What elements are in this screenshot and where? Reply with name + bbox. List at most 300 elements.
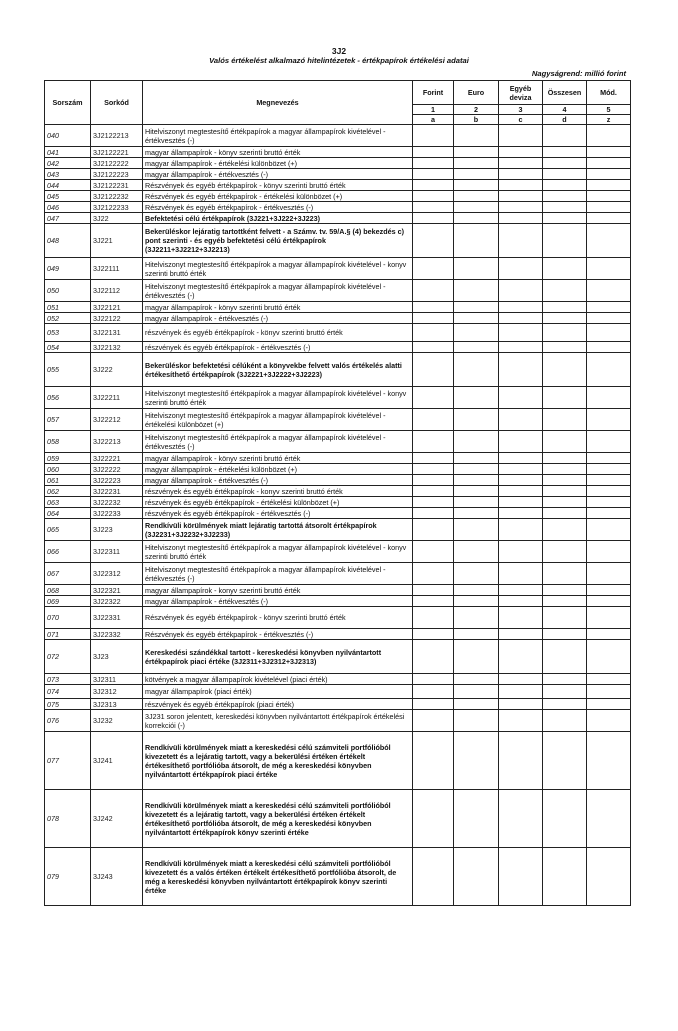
value-cell[interactable] xyxy=(454,387,499,409)
value-cell[interactable] xyxy=(543,699,587,710)
value-cell[interactable] xyxy=(543,191,587,202)
value-cell[interactable] xyxy=(543,541,587,563)
value-cell[interactable] xyxy=(454,409,499,431)
row-code: 3J22233 xyxy=(91,508,143,519)
value-cell[interactable] xyxy=(543,629,587,640)
value-cell[interactable] xyxy=(413,387,454,409)
table-row xyxy=(45,640,631,674)
value-cell[interactable] xyxy=(587,125,631,147)
table-row xyxy=(45,224,631,258)
value-cell[interactable] xyxy=(413,409,454,431)
value-cell[interactable] xyxy=(454,585,499,596)
row-name: 3J231 soron jelentett, kereskedési könyvben nyilvántartott értékpapírok értékelési korrekciói (-) xyxy=(143,710,413,732)
value-cell[interactable] xyxy=(587,848,631,906)
value-cell[interactable] xyxy=(413,674,454,685)
value-cell[interactable] xyxy=(413,640,454,674)
value-cell[interactable] xyxy=(454,431,499,453)
value-cell[interactable] xyxy=(454,169,499,180)
row-number: 040 xyxy=(45,125,91,147)
row-code: 3J22211 xyxy=(91,387,143,409)
value-cell[interactable] xyxy=(587,191,631,202)
value-cell[interactable] xyxy=(587,158,631,169)
value-cell[interactable] xyxy=(413,699,454,710)
value-cell[interactable] xyxy=(499,125,543,147)
row-code: 3J22311 xyxy=(91,541,143,563)
row-number: 072 xyxy=(45,640,91,674)
row-name: magyar állampapírok - értékvesztés (-) xyxy=(143,313,413,324)
value-cell[interactable] xyxy=(499,158,543,169)
value-cell[interactable] xyxy=(587,464,631,475)
value-cell[interactable] xyxy=(454,848,499,906)
row-code: 3J241 xyxy=(91,732,143,790)
value-cell[interactable] xyxy=(543,202,587,213)
value-cell[interactable] xyxy=(454,607,499,629)
row-name: magyar állampapírok - értékvesztés (-) xyxy=(143,169,413,180)
value-cell[interactable] xyxy=(454,464,499,475)
value-cell[interactable] xyxy=(413,280,454,302)
row-code: 3J2313 xyxy=(91,699,143,710)
table-row xyxy=(45,585,631,596)
col-letter: z xyxy=(587,115,631,125)
value-cell[interactable] xyxy=(454,158,499,169)
row-number: 073 xyxy=(45,674,91,685)
value-cell[interactable] xyxy=(413,147,454,158)
value-cell[interactable] xyxy=(543,258,587,280)
value-cell[interactable] xyxy=(543,486,587,497)
value-cell[interactable] xyxy=(499,169,543,180)
value-cell[interactable] xyxy=(587,453,631,464)
row-code: 3J22131 xyxy=(91,324,143,342)
value-cell[interactable] xyxy=(543,302,587,313)
value-cell[interactable] xyxy=(543,147,587,158)
col-header-sorkod: Sorkód xyxy=(91,81,143,125)
row-number: 048 xyxy=(45,224,91,258)
row-number: 054 xyxy=(45,342,91,353)
value-cell[interactable] xyxy=(499,519,543,541)
value-cell[interactable] xyxy=(543,158,587,169)
value-cell[interactable] xyxy=(413,258,454,280)
value-cell[interactable] xyxy=(499,180,543,191)
value-cell[interactable] xyxy=(499,790,543,848)
value-cell[interactable] xyxy=(413,313,454,324)
value-cell[interactable] xyxy=(413,519,454,541)
value-cell[interactable] xyxy=(454,475,499,486)
value-cell[interactable] xyxy=(499,685,543,699)
value-cell[interactable] xyxy=(413,541,454,563)
table-body xyxy=(45,125,631,906)
value-cell[interactable] xyxy=(543,280,587,302)
value-cell[interactable] xyxy=(499,486,543,497)
value-cell[interactable] xyxy=(499,640,543,674)
row-number: 047 xyxy=(45,213,91,224)
row-code: 3J243 xyxy=(91,848,143,906)
value-cell[interactable] xyxy=(499,202,543,213)
value-cell[interactable] xyxy=(543,596,587,607)
value-cell[interactable] xyxy=(587,431,631,453)
value-cell[interactable] xyxy=(499,497,543,508)
row-number: 065 xyxy=(45,519,91,541)
row-number: 071 xyxy=(45,629,91,640)
col-letter: a xyxy=(413,115,454,125)
value-cell[interactable] xyxy=(543,848,587,906)
row-name: Részvények és egyéb értékpapírok - értékvesztés (-) xyxy=(143,202,413,213)
row-number: 077 xyxy=(45,732,91,790)
value-cell[interactable] xyxy=(587,674,631,685)
col-header-megnevezes: Megnevezés xyxy=(143,81,413,125)
value-cell[interactable] xyxy=(499,541,543,563)
row-name: részvények és egyéb értékpapírok - értékvesztés (-) xyxy=(143,508,413,519)
row-number: 061 xyxy=(45,475,91,486)
row-name: Hitelviszonyt megtestesítő értékpapírok a magyar állampapírok kivételével - értékelési különbözet (+) xyxy=(143,409,413,431)
value-cell[interactable] xyxy=(454,324,499,342)
value-cell[interactable] xyxy=(454,202,499,213)
value-cell[interactable] xyxy=(499,353,543,387)
value-cell[interactable] xyxy=(499,699,543,710)
col-header-euro: Euro xyxy=(454,81,499,105)
value-cell[interactable] xyxy=(587,147,631,158)
value-cell[interactable] xyxy=(454,147,499,158)
row-name: magyar állampapírok (piaci érték) xyxy=(143,685,413,699)
value-cell[interactable] xyxy=(499,224,543,258)
value-cell[interactable] xyxy=(587,585,631,596)
table-row xyxy=(45,464,631,475)
value-cell[interactable] xyxy=(587,519,631,541)
value-cell[interactable] xyxy=(587,280,631,302)
value-cell[interactable] xyxy=(413,353,454,387)
value-cell[interactable] xyxy=(543,453,587,464)
value-cell[interactable] xyxy=(543,353,587,387)
table-row xyxy=(45,191,631,202)
value-cell[interactable] xyxy=(543,710,587,732)
value-cell[interactable] xyxy=(543,169,587,180)
table-row xyxy=(45,125,631,147)
row-number: 046 xyxy=(45,202,91,213)
table-row xyxy=(45,596,631,607)
value-cell[interactable] xyxy=(543,519,587,541)
row-name: Hitelviszonyt megtestesítő értékpapírok a magyar állampapírok kivételével - értékvesztés (-) xyxy=(143,125,413,147)
value-cell[interactable] xyxy=(413,508,454,519)
value-cell[interactable] xyxy=(499,464,543,475)
value-cell[interactable] xyxy=(413,213,454,224)
table-row xyxy=(45,409,631,431)
table-row xyxy=(45,732,631,790)
row-code: 3J22122 xyxy=(91,313,143,324)
value-cell[interactable] xyxy=(499,342,543,353)
value-cell[interactable] xyxy=(454,563,499,585)
value-cell[interactable] xyxy=(413,596,454,607)
value-cell[interactable] xyxy=(454,224,499,258)
value-cell[interactable] xyxy=(413,324,454,342)
value-cell[interactable] xyxy=(413,158,454,169)
value-cell[interactable] xyxy=(454,313,499,324)
value-cell[interactable] xyxy=(587,541,631,563)
value-cell[interactable] xyxy=(454,302,499,313)
value-cell[interactable] xyxy=(587,387,631,409)
value-cell[interactable] xyxy=(499,674,543,685)
value-cell[interactable] xyxy=(413,629,454,640)
value-cell[interactable] xyxy=(587,169,631,180)
row-code: 3J22321 xyxy=(91,585,143,596)
value-cell[interactable] xyxy=(413,710,454,732)
value-cell[interactable] xyxy=(587,486,631,497)
value-cell[interactable] xyxy=(499,213,543,224)
value-cell[interactable] xyxy=(543,607,587,629)
table-row xyxy=(45,353,631,387)
row-number: 060 xyxy=(45,464,91,475)
value-cell[interactable] xyxy=(454,699,499,710)
row-number: 069 xyxy=(45,596,91,607)
value-cell[interactable] xyxy=(413,191,454,202)
row-number: 044 xyxy=(45,180,91,191)
row-name: magyar állampapírok - konyv szerinti bruttó érték xyxy=(143,585,413,596)
col-number: 3 xyxy=(499,105,543,115)
row-number: 043 xyxy=(45,169,91,180)
value-cell[interactable] xyxy=(413,180,454,191)
row-code: 3J2122232 xyxy=(91,191,143,202)
row-number: 079 xyxy=(45,848,91,906)
value-cell[interactable] xyxy=(587,640,631,674)
row-number: 074 xyxy=(45,685,91,699)
value-cell[interactable] xyxy=(499,629,543,640)
value-cell[interactable] xyxy=(413,431,454,453)
value-cell[interactable] xyxy=(587,224,631,258)
value-cell[interactable] xyxy=(499,191,543,202)
value-cell[interactable] xyxy=(454,191,499,202)
value-cell[interactable] xyxy=(499,607,543,629)
row-code: 3J223 xyxy=(91,519,143,541)
value-cell[interactable] xyxy=(587,699,631,710)
value-cell[interactable] xyxy=(587,497,631,508)
row-code: 3J2122231 xyxy=(91,180,143,191)
value-cell[interactable] xyxy=(499,409,543,431)
value-cell[interactable] xyxy=(499,313,543,324)
row-code: 3J22232 xyxy=(91,497,143,508)
row-name: Befektetési célú értékpapírok (3J221+3J222+3J223) xyxy=(143,213,413,224)
value-cell[interactable] xyxy=(587,180,631,191)
table-row xyxy=(45,508,631,519)
row-code: 3J242 xyxy=(91,790,143,848)
value-cell[interactable] xyxy=(454,732,499,790)
table-row xyxy=(45,497,631,508)
value-cell[interactable] xyxy=(587,710,631,732)
value-cell[interactable] xyxy=(543,324,587,342)
value-cell[interactable] xyxy=(587,202,631,213)
report-table xyxy=(44,80,631,906)
value-cell[interactable] xyxy=(543,409,587,431)
value-cell[interactable] xyxy=(454,629,499,640)
row-code: 3J2312 xyxy=(91,685,143,699)
table-row xyxy=(45,710,631,732)
value-cell[interactable] xyxy=(587,302,631,313)
value-cell[interactable] xyxy=(499,596,543,607)
value-cell[interactable] xyxy=(413,848,454,906)
value-cell[interactable] xyxy=(413,464,454,475)
value-cell[interactable] xyxy=(454,508,499,519)
table-row xyxy=(45,486,631,497)
row-code: 3J22221 xyxy=(91,453,143,464)
row-name: Rendkívüli körülmények miatt lejáratig tartottá átsorolt értékpapírok (3J2231+3J2232+3J2233) xyxy=(143,519,413,541)
value-cell[interactable] xyxy=(454,280,499,302)
row-name: magyar állampapírok - értékelési különbözet (+) xyxy=(143,464,413,475)
row-code: 3J2122221 xyxy=(91,147,143,158)
value-cell[interactable] xyxy=(587,475,631,486)
row-code: 3J2122233 xyxy=(91,202,143,213)
row-code: 3J22332 xyxy=(91,629,143,640)
table-row xyxy=(45,685,631,699)
value-cell[interactable] xyxy=(499,258,543,280)
col-header-mod: Mód. xyxy=(587,81,631,105)
value-cell[interactable] xyxy=(454,519,499,541)
value-cell[interactable] xyxy=(587,324,631,342)
row-number: 063 xyxy=(45,497,91,508)
value-cell[interactable] xyxy=(413,302,454,313)
row-name: Rendkívüli körülmények miatt a kereskedési célú számviteli portfólióból kivezetett és a valós értéken értékelt értékesíthető portfólióba átsorolt, de még a kereskedési könyvben nyilvántartott értékpapírok könyv szerinti értéke xyxy=(143,848,413,906)
row-number: 049 xyxy=(45,258,91,280)
value-cell[interactable] xyxy=(587,629,631,640)
value-cell[interactable] xyxy=(587,508,631,519)
value-cell[interactable] xyxy=(499,453,543,464)
value-cell[interactable] xyxy=(543,674,587,685)
value-cell[interactable] xyxy=(454,790,499,848)
value-cell[interactable] xyxy=(587,596,631,607)
row-name: Rendkívüli körülmények miatt a kereskedési célú számviteli portfólióból kivezetett és a lejáratig tartott, vagy a bekerülési értéken értékelt értékesíthető portfólióba átsorolt, de még a kereskedési könyvben nyilvántartott értékpapírok könyv szerinti értéke xyxy=(143,790,413,848)
value-cell[interactable] xyxy=(413,486,454,497)
value-cell[interactable] xyxy=(543,563,587,585)
value-cell[interactable] xyxy=(413,585,454,596)
value-cell[interactable] xyxy=(413,342,454,353)
value-cell[interactable] xyxy=(454,180,499,191)
value-cell[interactable] xyxy=(413,202,454,213)
value-cell[interactable] xyxy=(543,497,587,508)
table-row xyxy=(45,324,631,342)
value-cell[interactable] xyxy=(543,475,587,486)
value-cell[interactable] xyxy=(454,674,499,685)
value-cell[interactable] xyxy=(499,732,543,790)
value-cell[interactable] xyxy=(454,685,499,699)
value-cell[interactable] xyxy=(587,685,631,699)
table-row xyxy=(45,607,631,629)
value-cell[interactable] xyxy=(454,497,499,508)
value-cell[interactable] xyxy=(454,640,499,674)
value-cell[interactable] xyxy=(413,790,454,848)
value-cell[interactable] xyxy=(543,585,587,596)
value-cell[interactable] xyxy=(499,302,543,313)
table-row xyxy=(45,280,631,302)
value-cell[interactable] xyxy=(587,213,631,224)
row-code: 3J22322 xyxy=(91,596,143,607)
value-cell[interactable] xyxy=(587,342,631,353)
value-cell[interactable] xyxy=(499,324,543,342)
value-cell[interactable] xyxy=(543,732,587,790)
table-row xyxy=(45,848,631,906)
row-number: 078 xyxy=(45,790,91,848)
row-number: 067 xyxy=(45,563,91,585)
value-cell[interactable] xyxy=(587,790,631,848)
value-cell[interactable] xyxy=(413,169,454,180)
value-cell[interactable] xyxy=(454,213,499,224)
value-cell[interactable] xyxy=(413,563,454,585)
row-name: magyar állampapírok - értékvesztés (-) xyxy=(143,596,413,607)
value-cell[interactable] xyxy=(587,409,631,431)
row-code: 3J22231 xyxy=(91,486,143,497)
value-cell[interactable] xyxy=(499,387,543,409)
value-cell[interactable] xyxy=(543,431,587,453)
value-cell[interactable] xyxy=(543,342,587,353)
value-cell[interactable] xyxy=(587,563,631,585)
value-cell[interactable] xyxy=(587,313,631,324)
value-cell[interactable] xyxy=(454,342,499,353)
value-cell[interactable] xyxy=(499,563,543,585)
value-cell[interactable] xyxy=(543,180,587,191)
value-cell[interactable] xyxy=(499,848,543,906)
row-code: 3J22212 xyxy=(91,409,143,431)
value-cell[interactable] xyxy=(543,790,587,848)
row-name: Részvények és egyéb értékpapírok - könyv szerinti bruttó érték xyxy=(143,607,413,629)
col-letter: b xyxy=(454,115,499,125)
value-cell[interactable] xyxy=(413,732,454,790)
value-cell[interactable] xyxy=(543,685,587,699)
value-cell[interactable] xyxy=(499,710,543,732)
row-name: Hitelviszonyt megtestesítő értékpapírok a magyar állampapírok kivételével - értékvesztés (-) xyxy=(143,280,413,302)
table-row xyxy=(45,258,631,280)
row-number: 075 xyxy=(45,699,91,710)
value-cell[interactable] xyxy=(587,732,631,790)
value-cell[interactable] xyxy=(454,710,499,732)
value-cell[interactable] xyxy=(543,213,587,224)
row-name: magyar állampapírok - értékelési különbözet (+) xyxy=(143,158,413,169)
row-name: Részvények és egyéb értékpapírok - értékelési különbözet (+) xyxy=(143,191,413,202)
value-cell[interactable] xyxy=(454,258,499,280)
value-cell[interactable] xyxy=(454,453,499,464)
value-cell[interactable] xyxy=(454,596,499,607)
col-header-forint: Forint xyxy=(413,81,454,105)
value-cell[interactable] xyxy=(413,224,454,258)
table-row xyxy=(45,213,631,224)
value-cell[interactable] xyxy=(587,353,631,387)
table-row xyxy=(45,313,631,324)
value-cell[interactable] xyxy=(499,147,543,158)
value-cell[interactable] xyxy=(413,125,454,147)
value-cell[interactable] xyxy=(413,497,454,508)
row-number: 066 xyxy=(45,541,91,563)
value-cell[interactable] xyxy=(454,353,499,387)
value-cell[interactable] xyxy=(454,486,499,497)
value-cell[interactable] xyxy=(499,508,543,519)
value-cell[interactable] xyxy=(413,685,454,699)
value-cell[interactable] xyxy=(543,464,587,475)
value-cell[interactable] xyxy=(499,475,543,486)
value-cell[interactable] xyxy=(499,585,543,596)
value-cell[interactable] xyxy=(543,313,587,324)
value-cell[interactable] xyxy=(543,224,587,258)
value-cell[interactable] xyxy=(454,125,499,147)
value-cell[interactable] xyxy=(587,607,631,629)
value-cell[interactable] xyxy=(413,607,454,629)
value-cell[interactable] xyxy=(499,431,543,453)
value-cell[interactable] xyxy=(543,387,587,409)
value-cell[interactable] xyxy=(543,508,587,519)
value-cell[interactable] xyxy=(587,258,631,280)
row-code: 3J232 xyxy=(91,710,143,732)
row-number: 058 xyxy=(45,431,91,453)
value-cell[interactable] xyxy=(413,453,454,464)
value-cell[interactable] xyxy=(499,280,543,302)
value-cell[interactable] xyxy=(543,125,587,147)
value-cell[interactable] xyxy=(543,640,587,674)
value-cell[interactable] xyxy=(454,541,499,563)
table-row xyxy=(45,453,631,464)
value-cell[interactable] xyxy=(413,475,454,486)
